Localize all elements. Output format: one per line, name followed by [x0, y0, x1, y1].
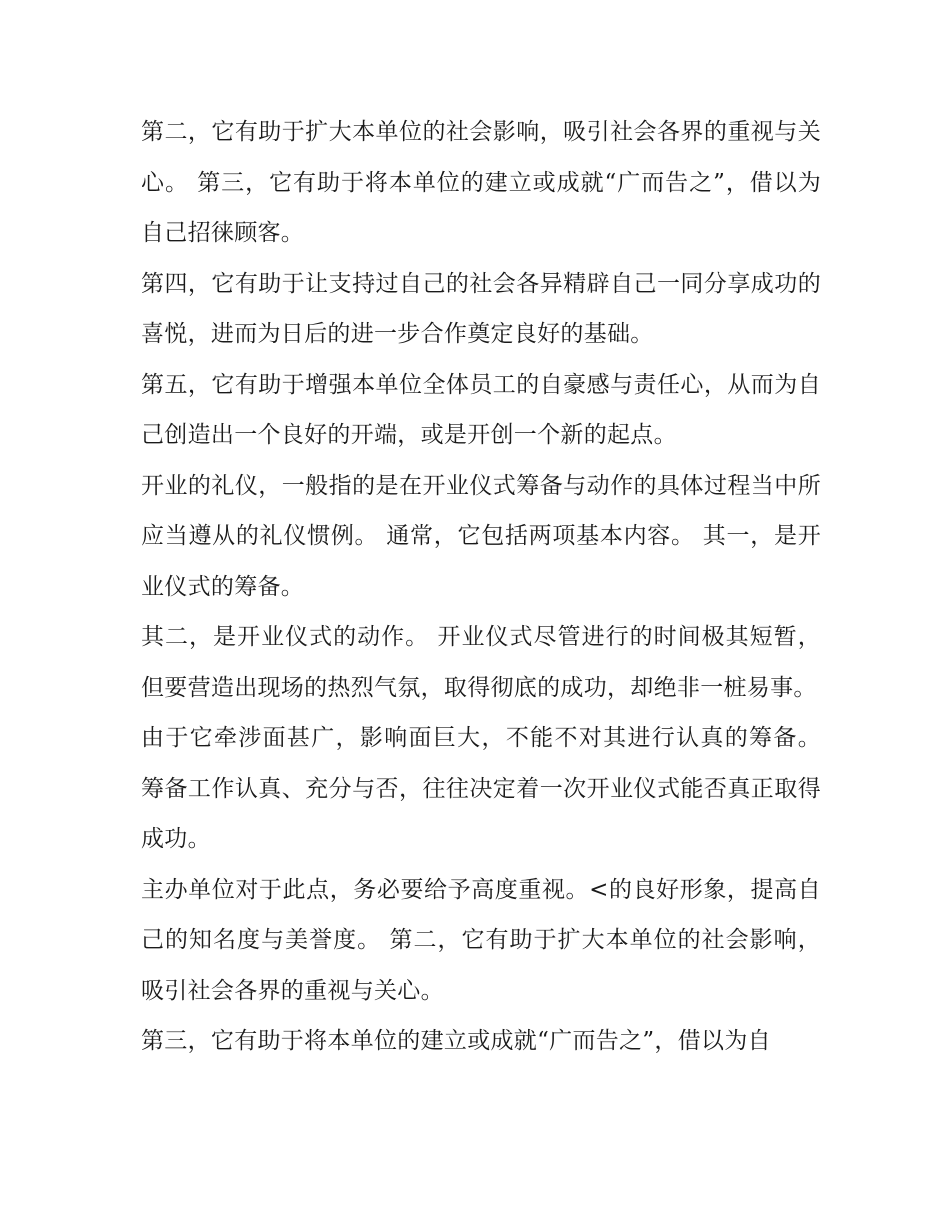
paragraph: 第二，它有助于扩大本单位的社会影响，吸引社会各界的重视与关心。 第三，它有助于将本单位的建立或成就“广而告之”，借以为自己招徕顾客。	[141, 119, 821, 246]
paragraph: 其二，是开业仪式的动作。 开业仪式尽管进行的时间极其短暂，但要营造出现场的热烈气氛，取得彻底的成功，却绝非一桩易事。	[141, 624, 821, 701]
paragraph: 第四，它有助于让支持过自己的社会各异精辟自己一同分享成功的喜悦，进而为日后的进一步合作奠定良好的基础。	[141, 270, 821, 347]
paragraph: 主办单位对于此点，务必要给予高度重视。<的良好形象，提高自己的知名度与美誉度。 第二，它有助于扩大本单位的社会影响，吸引社会各界的重视与关心。	[141, 876, 821, 1004]
paragraph: 第三，它有助于将本单位的建立或成就“广而告之”，借以为自	[141, 1028, 771, 1054]
paragraph: 开业的礼仪，一般指的是在开业仪式筹备与动作的具体过程当中所应当遵从的礼仪惯例。 通常，它包括两项基本内容。 其一，是开业仪式的筹备。	[141, 472, 821, 600]
document-body	[141, 107, 821, 1067]
paragraph: 由于它牵涉面甚广，影响面巨大，不能不对其进行认真的筹备。 筹备工作认真、充分与否，往往决定着一次开业仪式能否真正取得成功。	[141, 725, 821, 852]
paragraph: 第五，它有助于增强本单位全体员工的自豪感与责任心，从而为自己创造出一个良好的开端，或是开创一个新的起点。	[141, 371, 821, 448]
